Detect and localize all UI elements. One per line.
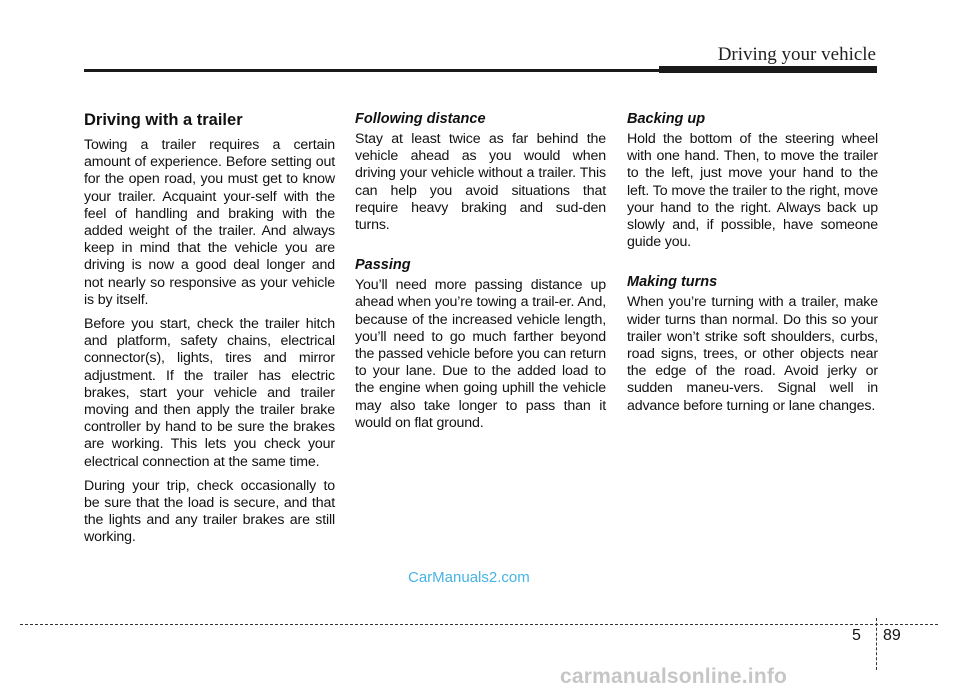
- footer-site-watermark: carmanualsonline.info: [560, 665, 788, 688]
- paragraph-towing-experience: Towing a trailer requires a certain amount of experience. Before setting out for the open road, you must get to know your trailer. Acquaint your-self with the feel of handling and braking with the added weight of the trailer. And always keep in mind that the vehicle you are driving is now a good deal longer and not nearly so responsive as your vehicle is by itself.: [84, 137, 335, 308]
- paragraph-following-distance: Stay at least twice as far behind the vehicle ahead as you would when driving your vehicle without a trailer. This can help you avoid situations that require heavy braking and sud-den turns.: [355, 131, 606, 234]
- heading-driving-with-trailer: Driving with a trailer: [84, 111, 243, 129]
- column-3: [627, 110, 878, 422]
- section-title: Driving your vehicle: [717, 44, 876, 65]
- paragraph-making-turns: When you’re turning with a trailer, make wider turns than normal. Do this so your trailer won’t strike soft shoulders, curbs, road signs, trees, or other objects near the edge of the road. Avoid jerky or sudden maneu-vers. Signal well in advance before turning or lane changes.: [627, 294, 878, 414]
- column-2: [355, 110, 606, 439]
- footer-dashed-divider: [876, 618, 877, 670]
- paragraph-before-you-start: Before you start, check the trailer hitch and platform, safety chains, electrical connector(s), lights, tires and mirror adjustment. If the trailer has electric brakes, start your vehicle and trailer moving and then apply the trailer brake controller by hand to be sure the brakes are working. This lets you check your electrical connection at the same time.: [84, 316, 335, 470]
- page-number: 89: [883, 627, 901, 644]
- page-chapter-number: 5: [852, 627, 861, 644]
- spacer: [355, 241, 606, 256]
- header-rule-thick: [659, 66, 877, 73]
- spacer: [627, 258, 878, 273]
- heading-passing: Passing: [355, 257, 411, 274]
- paragraph-passing: You’ll need more passing distance up ahead when you’re towing a trail-er. And, because of the increased vehicle length, you’ll need to go much farther beyond the passed vehicle before you can return to your lane. Due to the added load to the engine when going uphill the vehicle may also take longer to pass than it would on flat ground.: [355, 277, 606, 431]
- column-1: [84, 110, 335, 554]
- heading-backing-up: Backing up: [627, 111, 706, 127]
- paragraph-backing-up: Hold the bottom of the steering wheel with one hand. Then, to move the trailer to the left, just move your hand to the left. To move the trailer to the right, move your hand to the right. Always back up slowly and, if possible, have someone guide you.: [627, 131, 878, 251]
- header-rule-thin: [84, 69, 660, 72]
- footer-dashed-rule: [20, 624, 938, 625]
- paragraph-during-trip: During your trip, check occasionally to be sure that the load is secure, and that the lights and any trailer brakes are still working.: [84, 477, 335, 546]
- heading-making-turns: Making turns: [627, 274, 718, 291]
- watermark-link[interactable]: CarManuals2.com: [408, 569, 530, 586]
- heading-following-distance: Following distance: [355, 111, 486, 127]
